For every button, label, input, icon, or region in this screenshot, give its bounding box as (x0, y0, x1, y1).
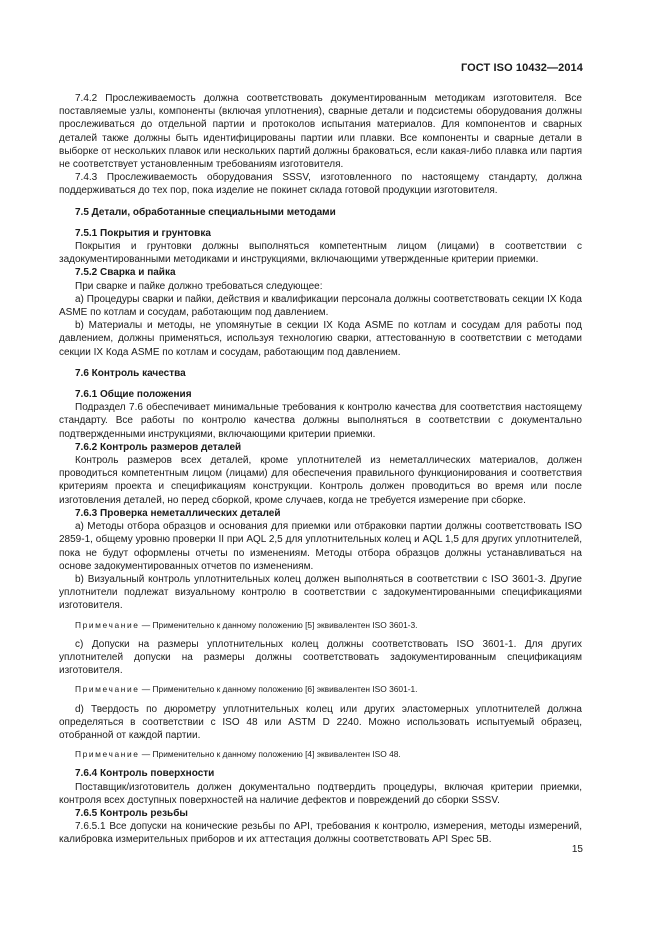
paragraph-surface: Поставщик/изготовитель должен документально подтвердить процедуры, включая критерии приемки, контроля всех доступных поверхностей на наличие дефектов и повреждений до сборки SSSV. (59, 781, 582, 806)
note-2 (59, 683, 582, 696)
list-item-nonmetal-a: a) Методы отбора образцов и основания для приемки или отбраковки партии должны соответствовать ISO 2859-1, общему уровню проверки II при AQL 2,5 для уплотнительных колец и AQL 1,5 для других уплотнителей, пока не будут оформлены отчеты по изменениям. Методы отбора образцов должны устанавливаться на основе задокументированных отчетов по изменениям. (59, 521, 582, 572)
subsection-heading-7-6-1: 7.6.1 Общие положения (75, 389, 192, 401)
paragraph-dimensions: Контроль размеров всех деталей, кроме уплотнителей из неметаллических материалов, должен проводиться компетентным лицом (лицами) для обеспечения правильного функционирования и соответствия критериям проекта и спецификациям конструкции. Контроль должен проводиться во время или после изготовления деталей, но перед сборкой, кроме случаев, когда не требуется измерение при сборке. (59, 455, 582, 506)
note-label: Примечание (75, 684, 140, 695)
subsection-heading-7-6-2: 7.6.2 Контроль размеров деталей (75, 441, 242, 453)
page-number: 15 (571, 844, 583, 855)
note-label: Примечание (75, 749, 140, 760)
paragraph-7-4-3: 7.4.3 Прослеживаемость оборудования SSSV, изготовленного по настоящему стандарту, должна поддерживаться до тех пор, пока изделие не покинет склада готовой продукции изготовителя. (59, 172, 582, 197)
standard-header: ГОСТ ISO 10432—2014 (460, 62, 583, 74)
subsection-heading-7-6-4: 7.6.4 Контроль поверхности (75, 768, 215, 780)
paragraph-7-4-2: 7.4.2 Прослеживаемость должна соответствовать документированным методикам изготовителя. Все поставляемые узлы, компоненты (включая уплотнения), сварные детали и подсистемы оборудования должны прослеживаться до отдельной партии и протоколов испытания материалов. Для компонентов и сварных деталей также должны быть идентифицированы партии или плавки. Все компоненты и сварные детали в выборке от нескольких плавок или нескольких партий должны браковаться, если какая-либо плавка или партия не соответствует установленным требованиям изготовителя. (59, 93, 582, 171)
list-item-nonmetal-b: b) Визуальный контроль уплотнительных колец должен выполняться в соответствии с ISO 3601-3. Другие уплотнители подлежат визуальному контролю в соответствии с задокументированными спецификациями изготовителя. (59, 573, 582, 612)
list-item-welding-a: a) Процедуры сварки и пайки, действия и квалификации персонала должны соответствовать секции IX Кода ASME по котлам и сосудам, работающим под давлением. (59, 293, 582, 319)
note-1 (59, 619, 582, 632)
paragraph-general: Подраздел 7.6 обеспечивает минимальные требования к контролю качества для соответствия настоящему стандарту. Все работы по контролю качества должны выполняться в соответствии с документально подтвержденными инструкциями, включающими критерии приемки. (59, 402, 582, 440)
list-item-welding-b: b) Материалы и методы, не упомянутые в секции IX Кода ASME по котлам и сосудам для работы под давлением, должны применяться, используя технологию сварки, аттестованную в соответствии с методами секции IX Кода ASME по котлам и сосудам, работающим под давлением. (59, 320, 582, 358)
paragraph-7-6-5-1: 7.6.5.1 Все допуски на конические резьбы по API, требования к контролю, измерения, методы измерений, калибровка измерительных приборов и их аттестация должны соответствовать API Spec 5B. (59, 821, 582, 846)
note-text: — Применительно к данному положению [6] эквивалентен ISO 3601-1. (139, 684, 418, 695)
paragraph-coatings: Покрытия и грунтовки должны выполняться компетентным лицом (лицами) в соответствии с задокументированными методиками и инструкциями, включающими утвержденные критерии приемки. (59, 241, 582, 266)
paragraph-welding-intro: При сварке и пайке должно требоваться следующее: (75, 280, 323, 292)
subsection-heading-7-6-3: 7.6.3 Проверка неметаллических деталей (75, 507, 281, 519)
section-heading-7-5: 7.5 Детали, обработанные специальными методами (75, 206, 336, 218)
subsection-heading-7-5-2: 7.5.2 Сварка и пайка (75, 267, 176, 279)
subsection-heading-7-5-1: 7.5.1 Покрытия и грунтовка (75, 227, 211, 239)
section-heading-7-6: 7.6 Контроль качества (75, 367, 186, 379)
document-body (59, 92, 582, 847)
note-text: — Применительно к данному положению [4] эквивалентен ISO 48. (139, 749, 401, 760)
note-label: Примечание (75, 619, 140, 630)
subsection-heading-7-6-5: 7.6.5 Контроль резьбы (75, 807, 188, 819)
list-item-nonmetal-d: d) Твердость по дюрометру уплотнительных колец или других эластомерных уплотнителей должна определяться в соответствии с ISO 48 или ASTM D 2240. Можно использовать испытуемый образец, отобранной от каждой партии. (59, 703, 582, 741)
note-3 (59, 748, 582, 761)
list-item-nonmetal-c: c) Допуски на размеры уплотнительных колец должны соответствовать ISO 3601-1. Для других уплотнителей допуски на размеры должны соответствовать задокументированным спецификациям изготовителя. (59, 638, 582, 677)
note-text: — Применительно к данному положению [5] эквивалентен ISO 3601-3. (139, 619, 418, 630)
